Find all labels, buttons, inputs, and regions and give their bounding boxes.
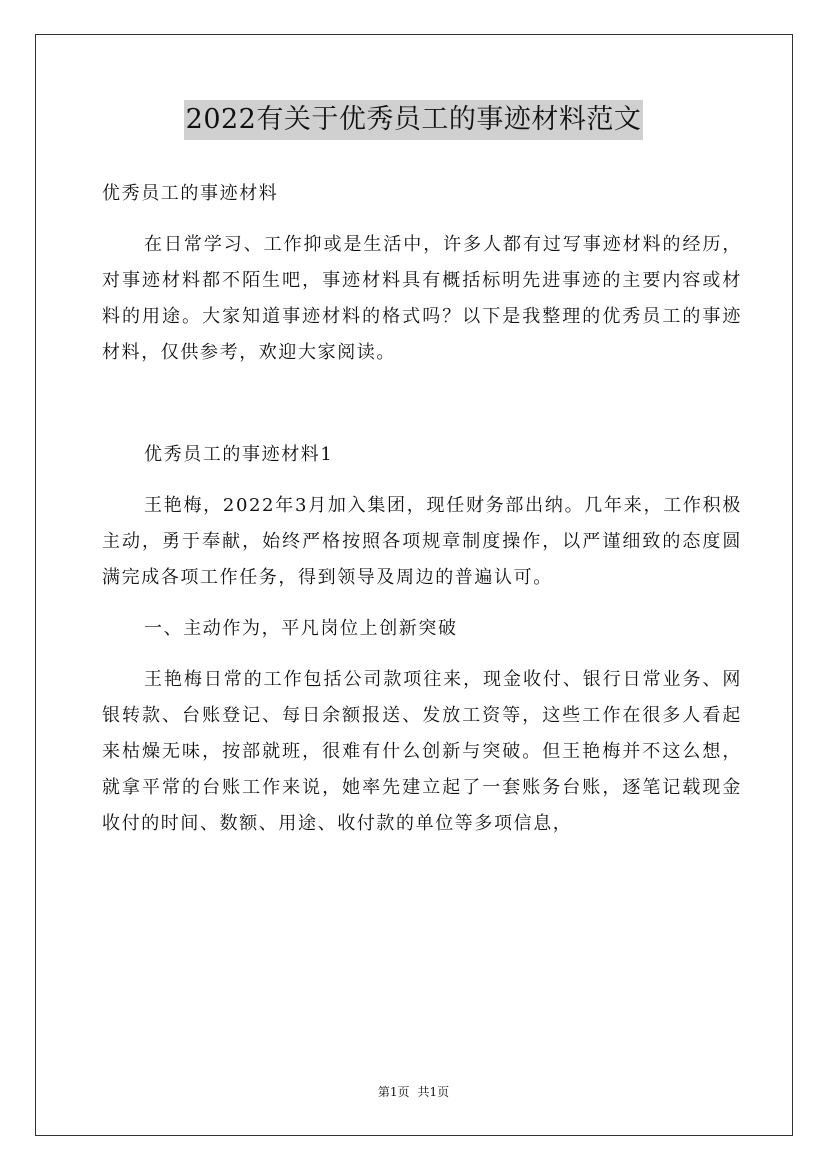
body-paragraph: 王艳梅，2022年3月加入集团，现任财务部出纳。几年来，工作积极主动，勇于奉献，始终严格按照各项规章制度操作，以严谨细致的态度圆满完成各项工作任务，得到领导及周边的普遍认可。 (102, 495, 742, 588)
document-title: 2022有关于优秀员工的事迹材料范文 (184, 100, 644, 140)
title-container (0, 100, 827, 140)
document-body (102, 176, 742, 842)
page-total: 共1页 (417, 1085, 450, 1099)
section-heading: 优秀员工的事迹材料 (102, 183, 279, 204)
page-footer (0, 1084, 827, 1100)
body-paragraph: 王艳梅日常的工作包括公司款项往来，现金收付、银行日常业务、网银转款、台账登记、每日余额报送、发放工资等，这些工作在很多人看起来枯燥无味，按部就班，很难有什么创新与突破。但王艳梅并不这么想，就拿平常的台账工作来说，她率先建立起了一套账务台账，逐笔记载现金收付的时间、数额、用途、收付款的单位等多项信息， (102, 669, 742, 834)
material-heading: 优秀员工的事迹材料1 (144, 444, 334, 465)
intro-paragraph: 在日常学习、工作抑或是生活中，许多人都有过写事迹材料的经历，对事迹材料都不陌生吧，事迹材料具有概括标明先进事迹的主要内容或材料的用途。大家知道事迹材料的格式吗？以下是我整理的优秀员工的事迹材料，仅供参考，欢迎大家阅读。 (102, 234, 742, 363)
subsection-heading: 一、主动作为，平凡岗位上创新突破 (144, 618, 458, 639)
page-number: 第1页 (377, 1085, 410, 1099)
